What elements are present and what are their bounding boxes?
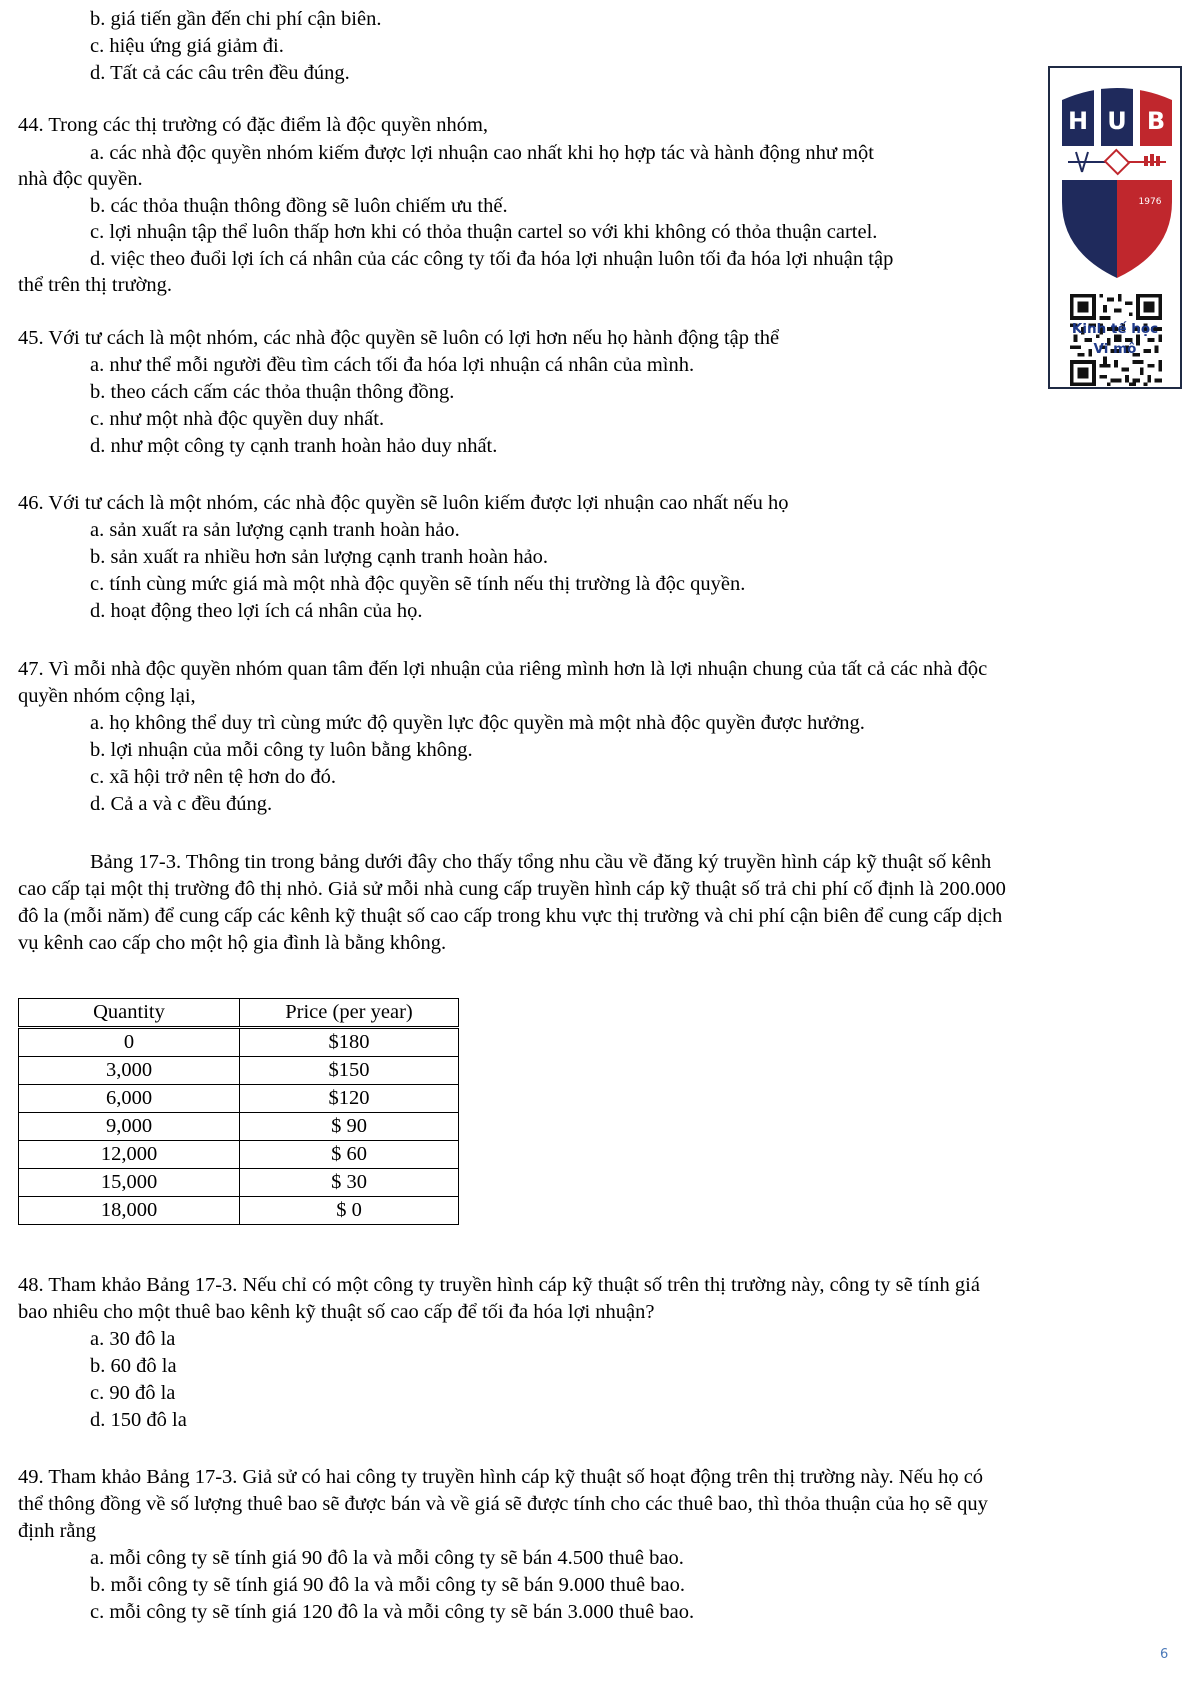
q48-stem-cont: bao nhiêu cho một thuê bao kênh kỹ thuật số cao cấp để tối đa hóa lợi nhuận? — [18, 1301, 655, 1323]
q46-option-a: a. sản xuất ra sản lượng cạnh tranh hoàn hảo. — [90, 519, 460, 541]
q49-stem: 49. Tham khảo Bảng 17-3. Giả sử có hai công ty truyền hình cáp kỹ thuật số hoạt động trên thị trường này. Nếu họ có — [18, 1466, 984, 1488]
q47-option-b: b. lợi nhuận của mỗi công ty luôn bằng không. — [90, 739, 473, 761]
hub-shield-logo — [1058, 82, 1176, 282]
shield-navy-lower — [1062, 178, 1117, 282]
q47-stem-cont: quyền nhóm cộng lại, — [18, 685, 196, 707]
q43-option-c: c. hiệu ứng giá giảm đi. — [90, 35, 284, 57]
q45-option-a: a. như thể mỗi người đều tìm cách tối đa hóa lợi nhuận cá nhân của mình. — [90, 354, 695, 376]
quantity-cell: 18,000 — [19, 1197, 240, 1225]
q49-option-a: a. mỗi công ty sẽ tính giá 90 đô la và mỗi công ty sẽ bán 4.500 thuê bao. — [90, 1547, 684, 1569]
q47-stem: 47. Vì mỗi nhà độc quyền nhóm quan tâm đến lợi nhuận của riêng mình hơn là lợi nhuận chung của tất cả các nhà độc — [18, 658, 988, 680]
logo-caption-subject: Kinh tế học — [1071, 321, 1159, 337]
q46-option-d: d. hoạt động theo lợi ích cá nhân của họ. — [90, 600, 423, 622]
shield-red-lower — [1117, 178, 1172, 282]
table-intro-line-1: Bảng 17-3. Thông tin trong bảng dưới đây cho thấy tổng nhu cầu về đăng ký truyền hình cáp kỹ thuật số kênh — [90, 851, 992, 873]
price-header: Price (per year) — [240, 999, 459, 1028]
q46-option-c: c. tính cùng mức giá mà một nhà độc quyền sẽ tính nếu thị trường là độc quyền. — [90, 573, 746, 595]
q45-option-b: b. theo cách cấm các thỏa thuận thông đồng. — [90, 381, 455, 403]
q44-option-c: c. lợi nhuận tập thể luôn thấp hơn khi có thỏa thuận cartel so với khi không có thỏa thuận cartel. — [90, 221, 878, 243]
quantity-cell: 0 — [19, 1028, 240, 1057]
q43-option-d: d. Tất cả các câu trên đều đúng. — [90, 62, 350, 84]
q44-option-a: a. các nhà độc quyền nhóm kiếm được lợi nhuận cao nhất khi họ hợp tác và hành động như một — [90, 142, 875, 164]
page-number: 6 — [1160, 1647, 1169, 1662]
table-row — [19, 1113, 459, 1141]
q44-option-d-cont: thể trên thị trường. — [18, 274, 173, 296]
logo-letter-u: U — [1107, 107, 1127, 135]
q43-option-b: b. giá tiến gần đến chi phí cận biên. — [90, 8, 382, 30]
logo-year: 1976 — [1138, 197, 1162, 207]
logo-letter-h: H — [1067, 107, 1089, 135]
price-cell: $ 30 — [240, 1169, 459, 1197]
course-logo-panel — [1048, 66, 1182, 389]
q48-option-b: b. 60 đô la — [90, 1355, 177, 1377]
price-cell: $120 — [240, 1085, 459, 1113]
q46-option-b: b. sản xuất ra nhiều hơn sản lượng cạnh tranh hoàn hảo. — [90, 546, 549, 568]
q48-stem: 48. Tham khảo Bảng 17-3. Nếu chỉ có một công ty truyền hình cáp kỹ thuật số trên thị trường này, công ty sẽ tính giá — [18, 1274, 980, 1296]
quantity-cell: 3,000 — [19, 1057, 240, 1085]
demand-table — [18, 998, 459, 1225]
price-cell: $180 — [240, 1028, 459, 1057]
table-row — [19, 1169, 459, 1197]
quantity-cell: 6,000 — [19, 1085, 240, 1113]
q45-option-d: d. như một công ty cạnh tranh hoàn hảo duy nhất. — [90, 435, 498, 457]
price-cell: $150 — [240, 1057, 459, 1085]
q45-stem: 45. Với tư cách là một nhóm, các nhà độc quyền sẽ luôn có lợi hơn nếu họ hành động tập thể — [18, 327, 780, 349]
table-header-row — [19, 999, 459, 1028]
price-cell: $ 0 — [240, 1197, 459, 1225]
q47-option-a: a. họ không thể duy trì cùng mức độ quyền lực độc quyền mà một nhà độc quyền được hưởng. — [90, 712, 865, 734]
quantity-cell: 15,000 — [19, 1169, 240, 1197]
table-intro-line-4: vụ kênh cao cấp cho một hộ gia đình là bằng không. — [18, 932, 447, 954]
quantity-cell: 12,000 — [19, 1141, 240, 1169]
table-row — [19, 1141, 459, 1169]
table-intro-line-2: cao cấp tại một thị trường đô thị nhỏ. Giả sử mỗi nhà cung cấp truyền hình cáp kỹ thuật số trả chi phí cố định là 200.000 — [18, 878, 1006, 900]
q44-stem: 44. Trong các thị trường có đặc điểm là độc quyền nhóm, — [18, 114, 489, 136]
logo-caption-course: Vi mô — [1093, 341, 1137, 357]
price-cell: $ 90 — [240, 1113, 459, 1141]
q48-option-d: d. 150 đô la — [90, 1409, 187, 1431]
q44-option-a-cont: nhà độc quyền. — [18, 168, 143, 190]
q46-stem: 46. Với tư cách là một nhóm, các nhà độc quyền sẽ luôn kiếm được lợi nhuận cao nhất nếu họ — [18, 492, 789, 514]
q44-option-b: b. các thỏa thuận thông đồng sẽ luôn chiếm ưu thế. — [90, 195, 508, 217]
logo-letter-b: B — [1146, 107, 1166, 135]
quantity-header: Quantity — [19, 999, 240, 1028]
table-row — [19, 1197, 459, 1225]
table-intro-line-3: đô la (mỗi năm) để cung cấp các kênh kỹ thuật số cao cấp trong khu vực thị trường và chi phí cận biên để cung cấp dịch — [18, 905, 1003, 927]
q49-stem-cont: thể thông đồng về số lượng thuê bao sẽ được bán và về giá sẽ được tính cho các thuê bao, thì thỏa thuận của họ sẽ quy — [18, 1493, 988, 1515]
q49-option-b: b. mỗi công ty sẽ tính giá 90 đô la và mỗi công ty sẽ bán 9.000 thuê bao. — [90, 1574, 685, 1596]
q48-option-a: a. 30 đô la — [90, 1328, 176, 1350]
q44-option-d: d. việc theo đuổi lợi ích cá nhân của các công ty tối đa hóa lợi nhuận luôn tối đa hóa lợi nhuận tập — [90, 248, 894, 270]
q45-option-c: c. như một nhà độc quyền duy nhất. — [90, 408, 385, 430]
table-row — [19, 1085, 459, 1113]
qr-code — [1070, 294, 1162, 386]
q48-option-c: c. 90 đô la — [90, 1382, 176, 1404]
q47-option-c: c. xã hội trở nên tệ hơn do đó. — [90, 766, 336, 788]
q49-option-c: c. mỗi công ty sẽ tính giá 120 đô la và mỗi công ty sẽ bán 3.000 thuê bao. — [90, 1601, 695, 1623]
table-row — [19, 1028, 459, 1057]
price-cell: $ 60 — [240, 1141, 459, 1169]
q47-option-d: d. Cả a và c đều đúng. — [90, 793, 273, 815]
quantity-cell: 9,000 — [19, 1113, 240, 1141]
table-row — [19, 1057, 459, 1085]
q49-stem-cont-2: định rằng — [18, 1520, 96, 1542]
